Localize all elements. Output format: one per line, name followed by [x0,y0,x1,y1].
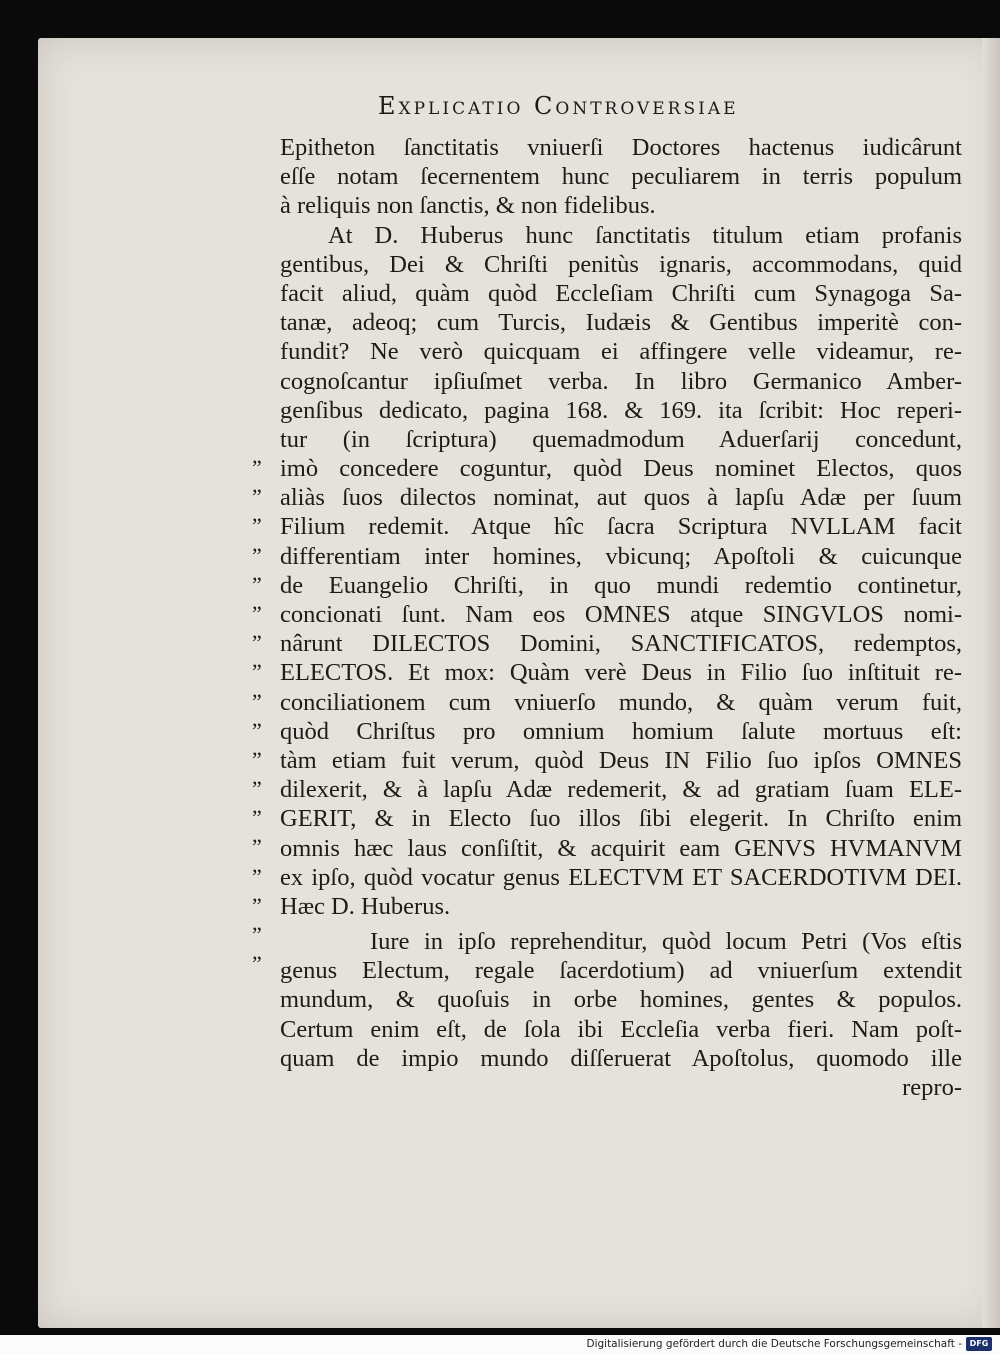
text-line: aliàs ſuos dilectos nominat, aut quos à lapſu Adæ per ſuum [280,484,962,512]
text-line: repro- [902,1074,962,1101]
text-line: tanæ, adeoq; cum Turcis, Iudæis & Gentibus imperitè con- [280,309,962,337]
text-line: ex ipſo, quòd vocatur genus ELECTVM ET SACERDOTIVM DEI. [280,863,962,891]
text-line: dilexerit, & à lapſu Adæ redemerit, & ad gratiam ſuam ELE- [280,776,962,804]
quote-mark: „ [252,822,262,848]
text-line: imò concedere coguntur, quòd Deus nominet Electos, quos [280,455,962,483]
text-line: Filium redemit. Atque hîc ſacra Scriptura NVLLAM facit [280,513,962,541]
quote-mark: „ [252,501,262,527]
quote-mark: „ [252,764,262,790]
page-edge-shadow [982,38,1000,1328]
text-line: facit aliud, quàm quòd Eccleſiam Chriſti cum Synagoga Sa- [280,279,962,307]
body-text [280,133,962,1102]
text-line: à reliquis non ſanctis, & non fidelibus. [280,192,656,220]
running-head: Explicatio Controversiae [378,92,739,120]
text-line: tàm etiam fuit verum, quòd Deus IN Filio ſuo ipſos OMNES [280,746,962,774]
quote-mark: „ [252,559,262,585]
quote-mark: „ [252,734,262,760]
text-line: concionati ſunt. Nam eos OMNES atque SINGVLOS nomi- [280,601,962,628]
text-line: ELECTOS. Et mox: Quàm verè Deus in Filio ſuo inſtituit re- [280,659,962,687]
text-line: nârunt DILECTOS Domini, SANCTIFICATOS, redemptos, [280,630,962,658]
quote-mark: „ [252,910,262,935]
text-line: mundum, & quoſuis in orbe homines, gentes & populos. [280,986,962,1014]
text-line: gentibus, Dei & Chriſti penitùs ignaris, accommodans, quid [280,250,962,278]
footer-bar [0,1335,1000,1354]
quotation-marks-column [252,441,282,966]
text-line: eſſe notam ſecernentem hunc peculiarem in terris populum [280,163,962,191]
text-line: GERIT, & in Electo ſuo illos ſibi elegerit. In Chriſto enim [280,805,962,833]
text-line: Certum enim eſt, de ſola ibi Eccleſia verba fieri. Nam poſt- [280,1015,962,1043]
text-line: At D. Huberus hunc ſanctitatis titulum etiam profanis [328,221,962,249]
quote-mark: „ [252,588,262,614]
quote-mark: „ [252,793,262,819]
text-line: genſibus dedicato, pagina 168. & 169. ita ſcribit: Hoc reperi- [280,396,962,424]
text-line: tur (in ſcriptura) quemadmodum Aduerſarij concedunt, [280,425,962,453]
digitization-note: Digitalisierung gefördert durch die Deutsche Forschungsgemeinschaft - [586,1338,962,1350]
text-line: genus Electum, regale ſacerdotium) ad vniuerſum extendit [280,957,962,985]
quote-mark: „ [252,939,262,965]
quote-mark: „ [252,618,262,644]
quote-mark: „ [252,443,262,468]
text-line: de Euangelio Chriſti, in quo mundi redemtio continetur, [280,571,962,599]
text-line: cognoſcantur ipſiuſmet verba. In libro Germanico Amber- [280,367,962,395]
quote-mark: „ [252,647,262,673]
text-line: quòd Chriſtus pro omnium homium ſalute mortuus eſt: [280,717,962,745]
quote-mark: „ [252,472,262,498]
text-line: fundit? Ne verò quicquam ei affingere velle videamur, re- [280,338,962,366]
text-line: Epitheton ſanctitatis vniuerſi Doctores hactenus iudicârunt [280,134,962,161]
quote-mark: „ [252,705,262,731]
quote-mark: „ [252,880,262,906]
quote-mark: „ [252,851,262,877]
text-line: differentiam inter homines, vbicunq; Apoſtoli & cuicunque [280,542,962,570]
text-line: quam de impio mundo diſſeruerat Apoſtolus, quomodo ille [280,1044,962,1072]
text-line: conciliationem cum vniuerſo mundo, & quàm verum fuit, [280,688,962,716]
quote-mark: „ [252,676,262,702]
text-line: Hæc D. Huberus. [280,892,451,920]
text-line: Iure in ipſo reprehenditur, quòd locum Petri (Vos eſtis [370,928,962,956]
dfg-logo[interactable]: DFG [966,1337,992,1351]
text-line: omnis hæc laus conſiſtit, & acquirit eam GENVS HVMANVM [280,834,962,862]
quote-mark: „ [252,530,262,556]
